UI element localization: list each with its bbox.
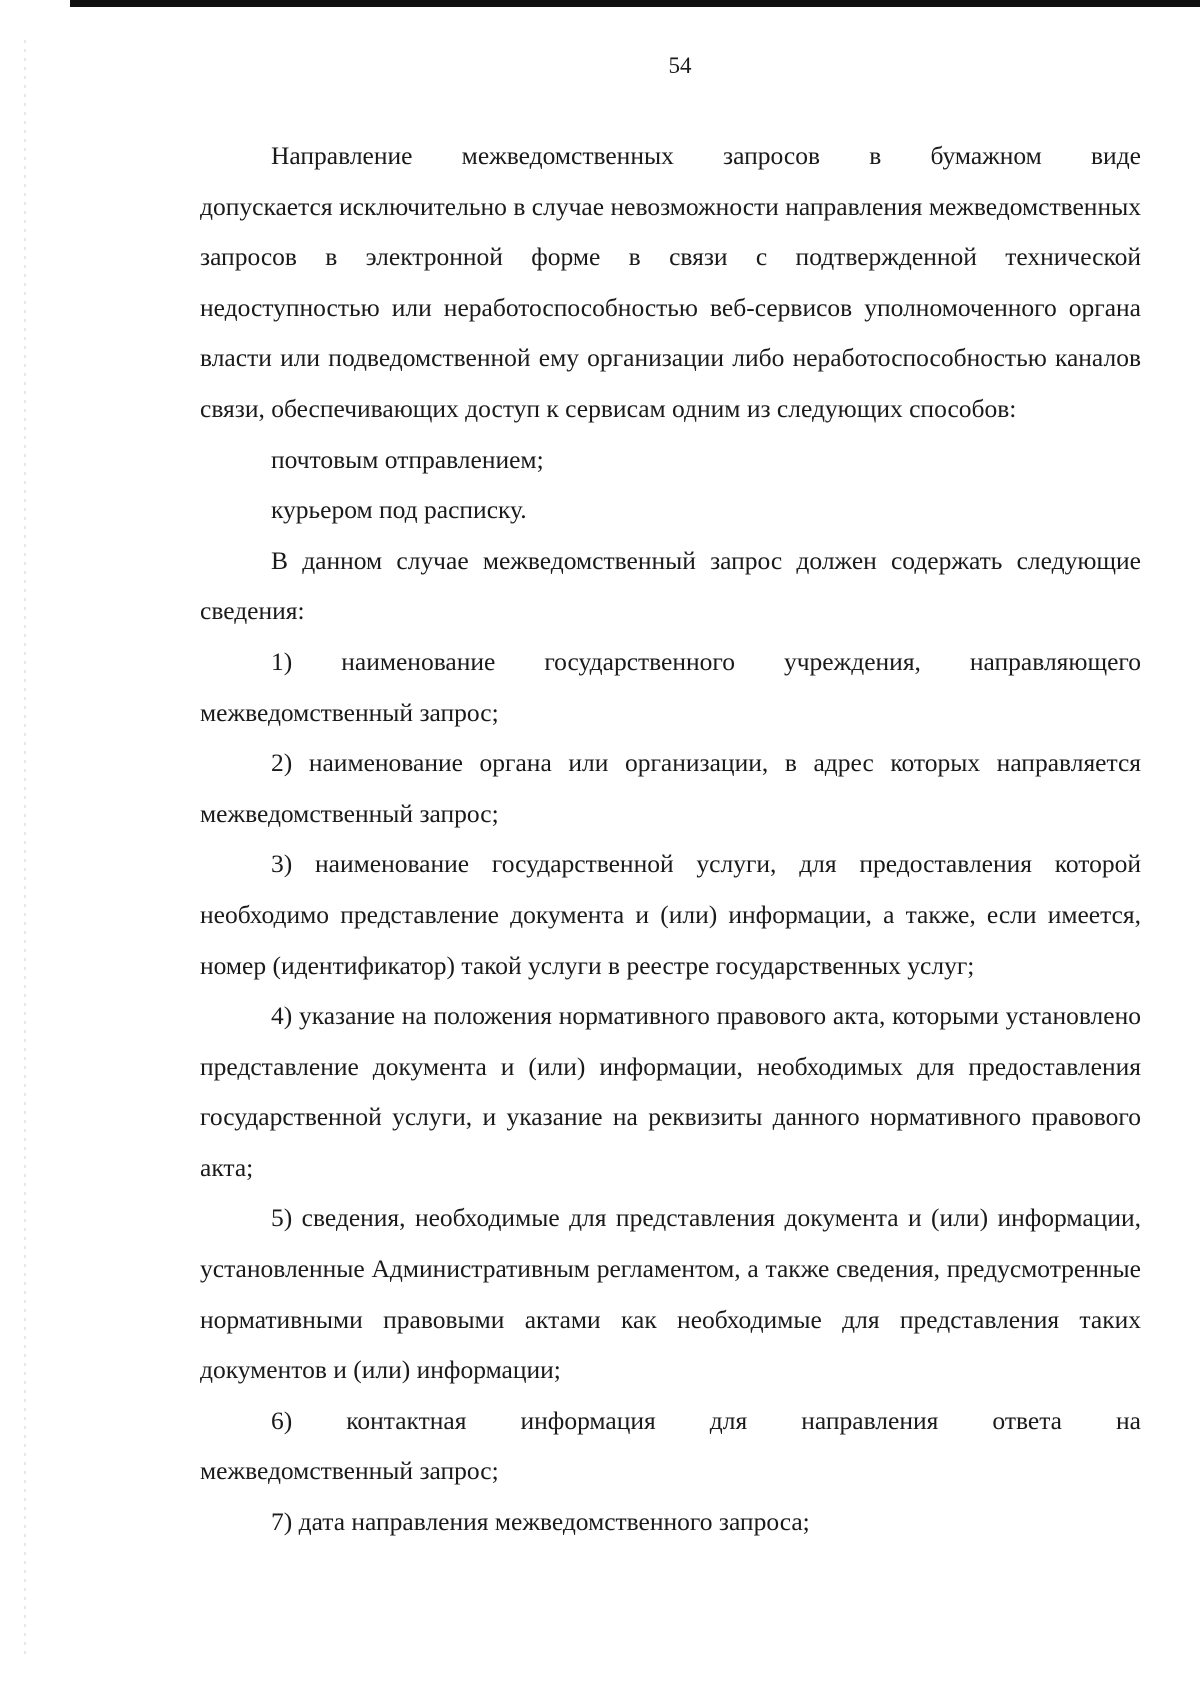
method-post: почтовым отправлением; xyxy=(271,444,544,474)
list-item-2: 2) наименование органа или организации, в адрес которых направляется межведомственный запрос; xyxy=(200,748,1141,828)
list-item-3: 3) наименование государственной услуги, для предоставления которой необходимо представление документа и (или) информации, а также, если имеется, номер (идентификатор) такой услуги в реестре государственных услуг; xyxy=(200,849,1141,980)
page-number: 54 xyxy=(668,53,692,78)
intro-paragraph-first-line: Направление межведомственных запросов в бумажном виде xyxy=(271,141,1141,170)
scan-edge-artifact xyxy=(24,40,26,1660)
list-item-6-continuation: межведомственный запрос; xyxy=(200,1456,499,1486)
list-item-1: 1) наименование государственного учреждения, направляющего межведомственный запрос; xyxy=(200,646,1141,727)
intro-paragraph-continuation: допускается исключительно в случае невозможности направления межведомственных запросов в электронной форме в связи с подтвержденной технической недоступностью или неработоспособностью веб-сервисов уполномоченного органа власти или подведомственной ему организации либо неработоспособностью каналов связи, обеспечивающих доступ к сервисам одним из следующих способов: xyxy=(200,191,1141,423)
document-body xyxy=(200,131,1141,1548)
required-info-intro: В данном случае межведомственный запрос должен содержать следующие сведения: xyxy=(200,545,1141,626)
list-item-5: 5) сведения, необходимые для представления документа и (или) информации, установленные Административным регламентом, а также сведения, предусмотренные нормативными правовыми актами как необходимые для представления таких документов и (или) информации; xyxy=(200,1203,1141,1385)
list-item-7: 7) дата направления межведомственного запроса; xyxy=(271,1507,810,1537)
method-courier: курьером под расписку. xyxy=(271,495,527,525)
list-item-6-first-line: 6) контактная информация для направления ответа на xyxy=(271,1405,1141,1435)
list-item-4: 4) указание на положения нормативного правового акта, которыми установлено представление документа и (или) информации, необходимых для предоставления государственной услуги, и указание на реквизиты данного нормативного правового акта; xyxy=(200,1001,1141,1182)
top-border-line xyxy=(70,0,1200,7)
